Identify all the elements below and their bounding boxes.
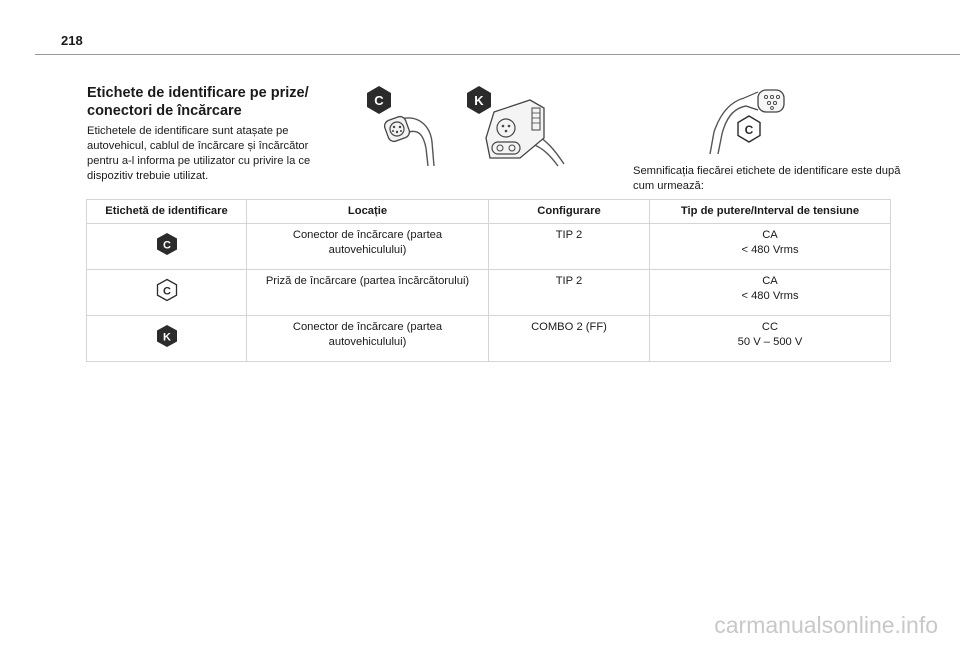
c-tag-filled-icon [367, 86, 391, 114]
header-power: Tip de putere/Interval de tensiune [650, 200, 891, 224]
power-cell: CC 50 V – 500 V [650, 316, 891, 362]
row-tag-label: C [162, 285, 171, 298]
vehicle-connector-tag: C [374, 93, 384, 108]
row-tag-label: C [162, 239, 171, 252]
combo-connector-tag: K [474, 93, 484, 108]
power-cell: CA < 480 Vrms [650, 270, 891, 316]
configuration-cell: TIP 2 [489, 224, 650, 270]
tag-cell [87, 316, 247, 362]
tag-cell [87, 224, 247, 270]
c-tag-outline-icon [156, 278, 178, 302]
page-number: 218 [61, 33, 83, 48]
table-header-row [87, 200, 891, 224]
intro-text: Etichetele de identificare sunt atașate pe autovehicul, cablul de încărcare și încărcător pentru a-l informa pe utilizator cu privire la ce dispozitiv trebuie utilizat. [87, 125, 311, 182]
configuration-cell: COMBO 2 (FF) [489, 316, 650, 362]
header-configuration: Configurare [489, 200, 650, 224]
c-tag-outline-icon [738, 116, 760, 142]
location-cell: Priză de încărcare (partea încărcătorului) [247, 270, 489, 316]
configuration-cell: TIP 2 [489, 270, 650, 316]
table-caption: Semnificația fiecărei etichete de identificare este după cum urmează: [633, 165, 901, 192]
tag-cell [87, 270, 247, 316]
header-location: Locație [247, 200, 489, 224]
header-label: Etichetă de identificare [87, 200, 247, 224]
row-tag-label: K [162, 331, 171, 344]
table-row [87, 224, 891, 270]
section-title: Etichete de identificare pe prize/ conectori de încărcare [87, 85, 309, 119]
combo-connector-illustration [460, 82, 570, 168]
table-row [87, 270, 891, 316]
c-tag-filled-icon [156, 232, 178, 256]
location-cell: Conector de încărcare (partea autovehiculului) [247, 316, 489, 362]
watermark: carmanualsonline.info [714, 612, 938, 638]
table-row [87, 316, 891, 362]
power-cell: CA < 480 Vrms [650, 224, 891, 270]
k-tag-filled-icon [156, 324, 178, 348]
identification-labels-table [86, 199, 891, 362]
top-rule [35, 54, 960, 55]
k-tag-filled-icon [467, 86, 491, 114]
charger-socket-tag: C [744, 123, 754, 137]
charger-socket-illustration [700, 84, 800, 160]
vehicle-connector-illustration [360, 82, 455, 170]
location-cell: Conector de încărcare (partea autovehiculului) [247, 224, 489, 270]
